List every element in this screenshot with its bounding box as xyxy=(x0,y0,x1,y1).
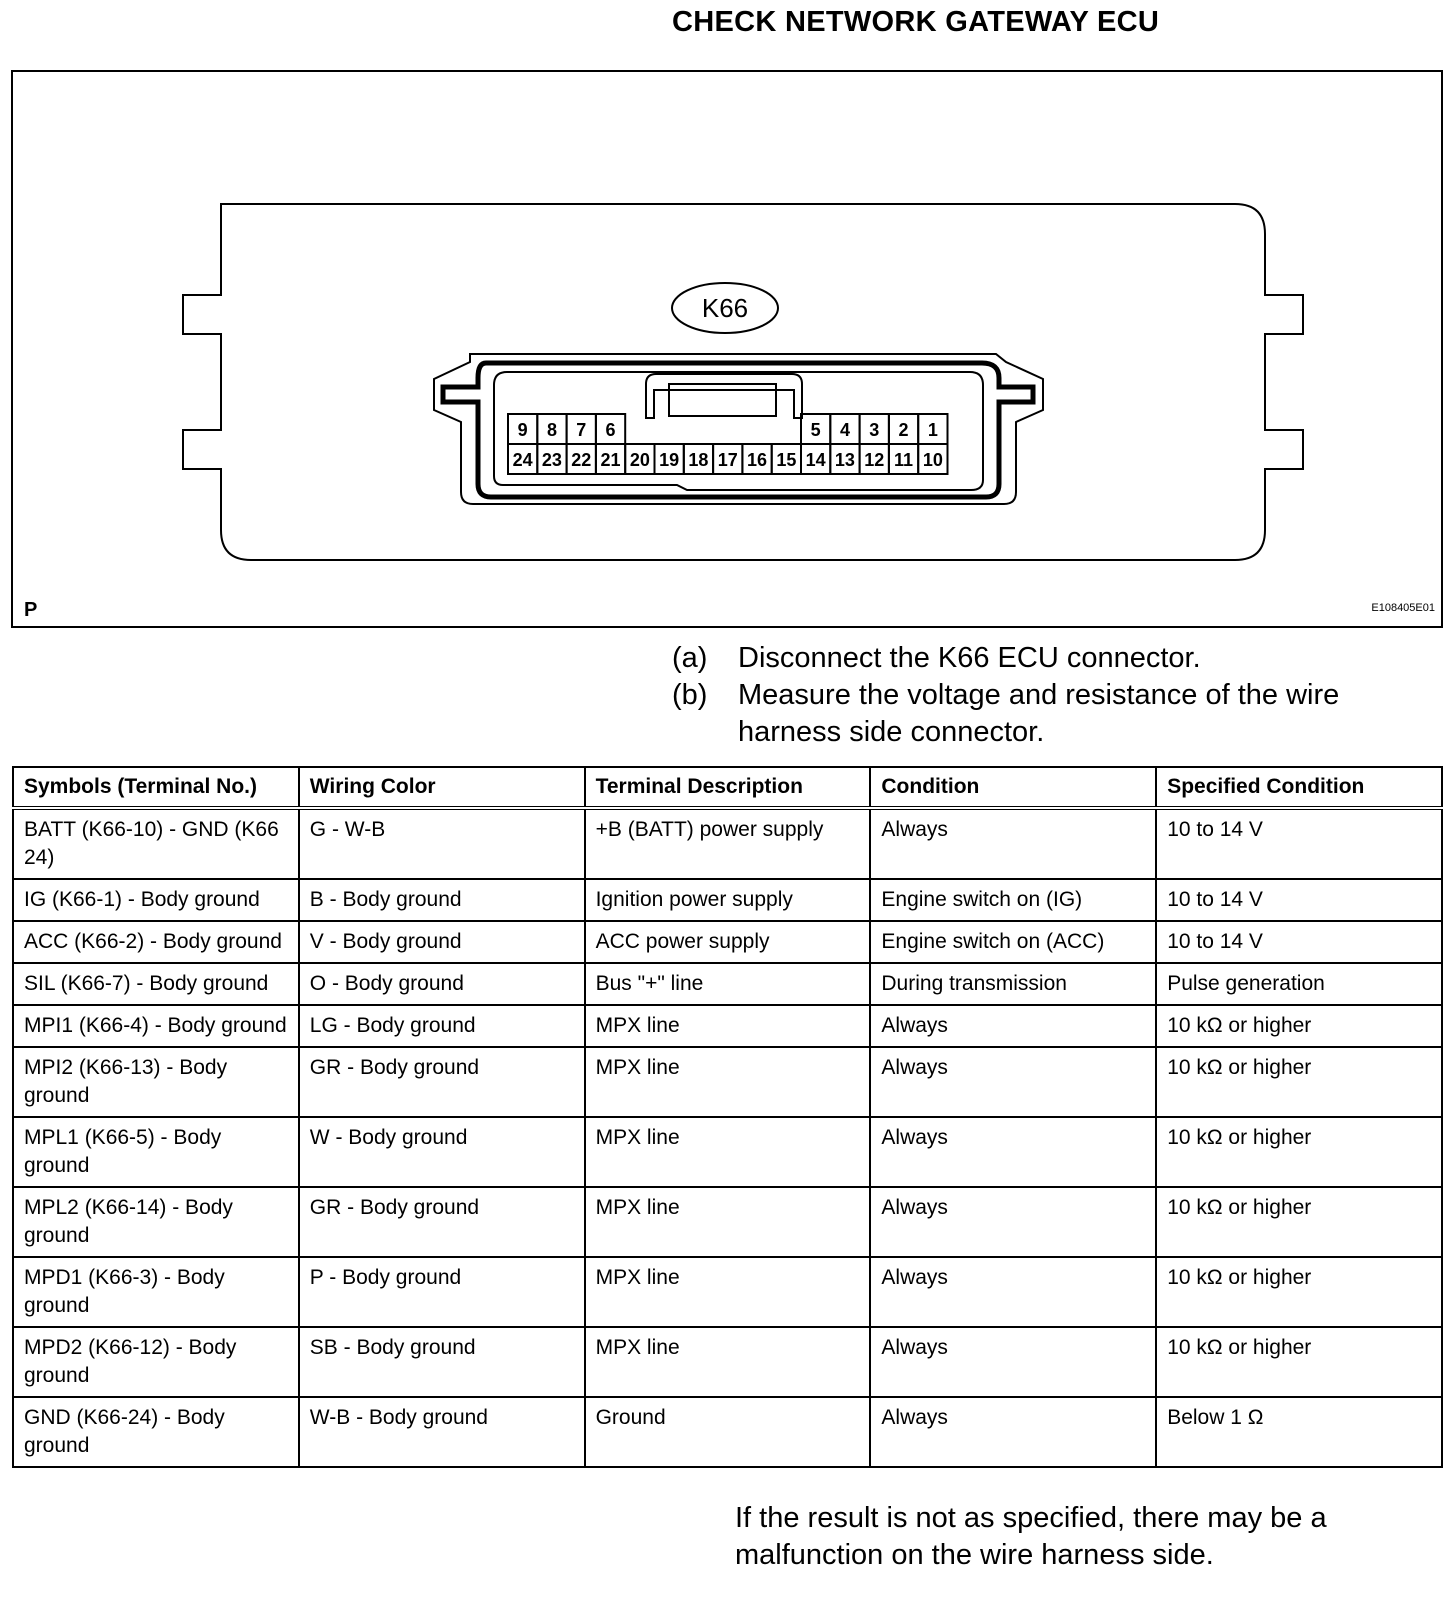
page-title: CHECK NETWORK GATEWAY ECU xyxy=(672,6,1160,38)
cell-symbol: GND (K66-24) - Body ground xyxy=(13,1397,299,1467)
pin-number: 18 xyxy=(688,450,709,470)
cell-symbol: IG (K66-1) - Body ground xyxy=(13,879,299,921)
cell-specified: 10 kΩ or higher xyxy=(1156,1327,1442,1397)
header-condition: Condition xyxy=(870,767,1156,808)
connector-label: K66 xyxy=(701,293,749,323)
step-a-label: (a) xyxy=(672,642,708,674)
step-a-text: Disconnect the K66 ECU connector. xyxy=(738,642,1201,674)
connector-diagram xyxy=(11,70,1443,628)
header-terminal-description: Terminal Description xyxy=(585,767,871,808)
pin-number: 9 xyxy=(517,420,528,440)
pin-number: 21 xyxy=(600,450,621,470)
cell-condition: During transmission xyxy=(870,963,1156,1005)
cell-description: Ignition power supply xyxy=(585,879,871,921)
pin-number: 8 xyxy=(546,420,557,440)
cell-specified: 10 kΩ or higher xyxy=(1156,1257,1442,1327)
cell-condition: Always xyxy=(870,808,1156,879)
table-row xyxy=(13,1257,1442,1327)
pin-number: 16 xyxy=(747,450,768,470)
pin-number: 5 xyxy=(810,420,821,440)
step-a xyxy=(672,640,1412,677)
cell-wiring-color: V - Body ground xyxy=(299,921,585,963)
cell-condition: Always xyxy=(870,1257,1156,1327)
cell-wiring-color: G - W-B xyxy=(299,808,585,879)
pin-number: 15 xyxy=(776,450,797,470)
cell-wiring-color: LG - Body ground xyxy=(299,1005,585,1047)
cell-symbol: ACC (K66-2) - Body ground xyxy=(13,921,299,963)
table-row xyxy=(13,921,1442,963)
cell-condition: Always xyxy=(870,1397,1156,1467)
table-row xyxy=(13,1327,1442,1397)
figure-code: E108405E01 xyxy=(1371,602,1435,614)
cell-symbol: MPL2 (K66-14) - Body ground xyxy=(13,1187,299,1257)
table-row xyxy=(13,1187,1442,1257)
cell-symbol: MPL1 (K66-5) - Body ground xyxy=(13,1117,299,1187)
pin-number: 11 xyxy=(894,450,914,470)
pin-number: 4 xyxy=(839,420,850,440)
cell-wiring-color: SB - Body ground xyxy=(299,1327,585,1397)
cell-condition: Always xyxy=(870,1005,1156,1047)
table-header-row xyxy=(13,767,1442,808)
result-note: If the result is not as specified, there may be a malfunction on the wire harness side. xyxy=(735,1502,1327,1571)
cell-wiring-color: GR - Body ground xyxy=(299,1047,585,1117)
specification-table-wrapper xyxy=(12,766,1443,1468)
pin-number: 1 xyxy=(927,420,938,440)
cell-specified: 10 to 14 V xyxy=(1156,921,1442,963)
pin-number: 22 xyxy=(571,450,592,470)
cell-description: MPX line xyxy=(585,1005,871,1047)
pin-number: 7 xyxy=(576,420,587,440)
pin-number: 24 xyxy=(512,450,533,470)
step-b-label: (b) xyxy=(672,679,708,711)
pin-number: 17 xyxy=(717,450,738,470)
pin-number: 6 xyxy=(605,420,616,440)
cell-specified: 10 kΩ or higher xyxy=(1156,1117,1442,1187)
pin-number: 3 xyxy=(869,420,880,440)
cell-description: +B (BATT) power supply xyxy=(585,808,871,879)
table-row xyxy=(13,808,1442,879)
cell-wiring-color: P - Body ground xyxy=(299,1257,585,1327)
cell-description: MPX line xyxy=(585,1047,871,1117)
cell-condition: Always xyxy=(870,1117,1156,1187)
specification-table xyxy=(12,766,1443,1468)
locking-window xyxy=(669,384,776,416)
cell-description: Bus "+" line xyxy=(585,963,871,1005)
pin-number: 12 xyxy=(864,450,885,470)
table-row xyxy=(13,1397,1442,1467)
instruction-steps xyxy=(672,640,1412,751)
table-row xyxy=(13,1117,1442,1187)
cell-condition: Engine switch on (ACC) xyxy=(870,921,1156,963)
cell-description: MPX line xyxy=(585,1117,871,1187)
cell-wiring-color: O - Body ground xyxy=(299,963,585,1005)
cell-symbol: SIL (K66-7) - Body ground xyxy=(13,963,299,1005)
cell-symbol: MPI2 (K66-13) - Body ground xyxy=(13,1047,299,1117)
cell-description: MPX line xyxy=(585,1187,871,1257)
cell-description: MPX line xyxy=(585,1257,871,1327)
cell-description: Ground xyxy=(585,1397,871,1467)
cell-condition: Always xyxy=(870,1047,1156,1117)
table-row xyxy=(13,963,1442,1005)
pin-number: 19 xyxy=(659,450,680,470)
cell-condition: Engine switch on (IG) xyxy=(870,879,1156,921)
cell-wiring-color: W - Body ground xyxy=(299,1117,585,1187)
table-row xyxy=(13,879,1442,921)
cell-condition: Always xyxy=(870,1187,1156,1257)
pin-number: 20 xyxy=(629,450,650,470)
cell-symbol: MPI1 (K66-4) - Body ground xyxy=(13,1005,299,1047)
cell-specified: 10 kΩ or higher xyxy=(1156,1187,1442,1257)
cell-specified: 10 to 14 V xyxy=(1156,879,1442,921)
pin-number: 10 xyxy=(922,450,943,470)
table-row xyxy=(13,1005,1442,1047)
pin-number: 23 xyxy=(541,450,562,470)
cell-symbol: MPD1 (K66-3) - Body ground xyxy=(13,1257,299,1327)
header-wiring-color: Wiring Color xyxy=(299,767,585,808)
cell-specified: 10 to 14 V xyxy=(1156,808,1442,879)
cell-symbol: MPD2 (K66-12) - Body ground xyxy=(13,1327,299,1397)
cell-specified: 10 kΩ or higher xyxy=(1156,1005,1442,1047)
cell-description: MPX line xyxy=(585,1327,871,1397)
pin-number: 14 xyxy=(805,450,826,470)
cell-wiring-color: B - Body ground xyxy=(299,879,585,921)
pin-grid xyxy=(508,414,948,474)
pin-number: 13 xyxy=(834,450,855,470)
cell-wiring-color: GR - Body ground xyxy=(299,1187,585,1257)
cell-specified: Pulse generation xyxy=(1156,963,1442,1005)
step-b-text: Measure the voltage and resistance of the wire harness side connector. xyxy=(738,679,1340,748)
cell-specified: 10 kΩ or higher xyxy=(1156,1047,1442,1117)
cell-condition: Always xyxy=(870,1327,1156,1397)
header-specified-condition: Specified Condition xyxy=(1156,767,1442,808)
pin-number: 2 xyxy=(898,420,909,440)
step-b xyxy=(672,677,1412,751)
cell-wiring-color: W-B - Body ground xyxy=(299,1397,585,1467)
corner-label: P xyxy=(24,599,38,621)
cell-symbol: BATT (K66-10) - GND (K66 24) xyxy=(13,808,299,879)
table-row xyxy=(13,1047,1442,1117)
header-symbols: Symbols (Terminal No.) xyxy=(13,767,299,808)
ecu-outline-drawing xyxy=(13,72,1441,626)
cell-specified: Below 1 Ω xyxy=(1156,1397,1442,1467)
cell-description: ACC power supply xyxy=(585,921,871,963)
ecu-housing xyxy=(183,204,1303,560)
